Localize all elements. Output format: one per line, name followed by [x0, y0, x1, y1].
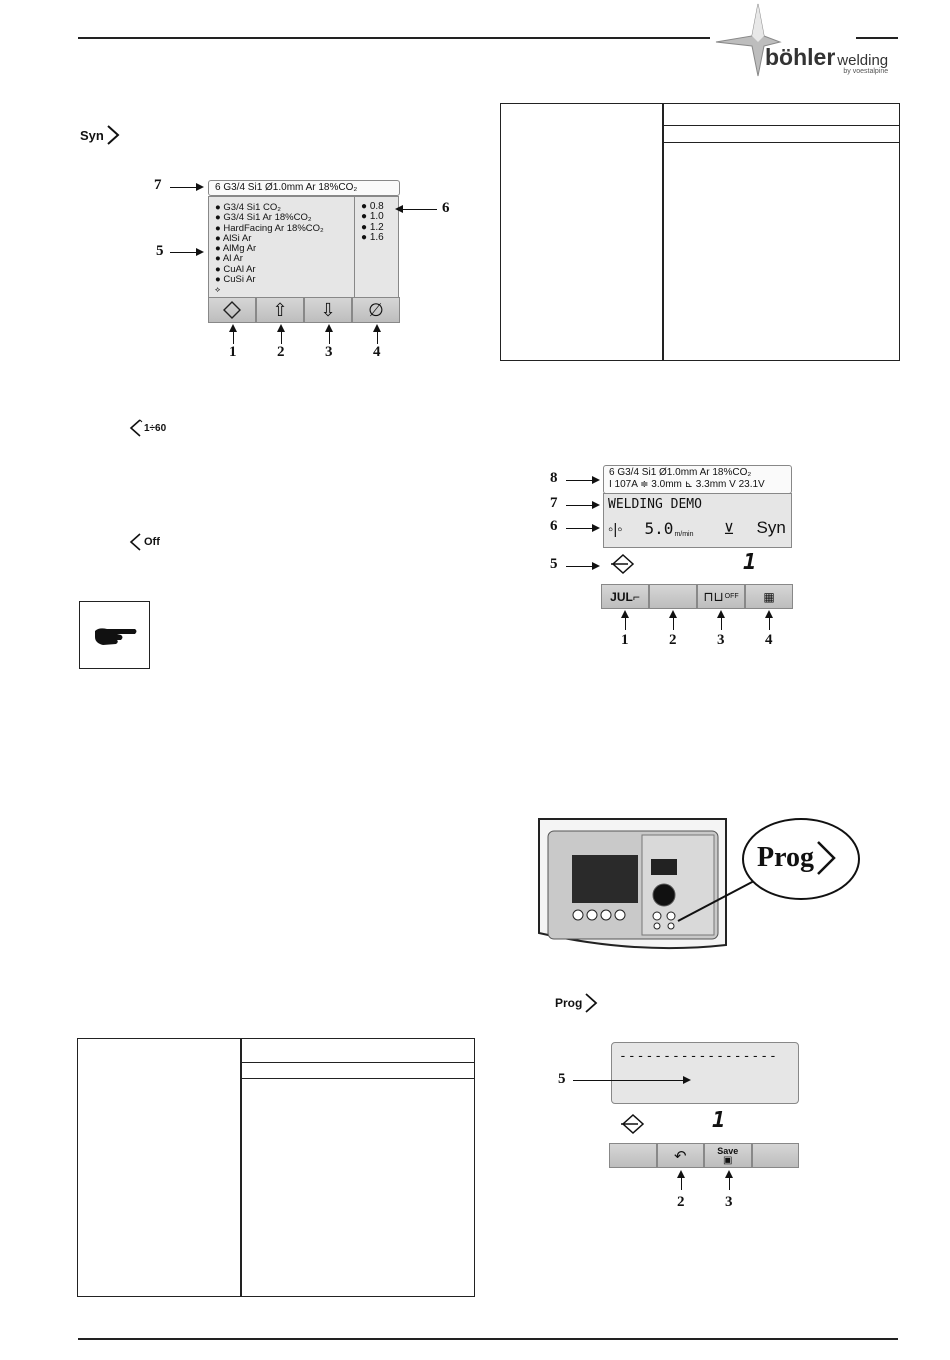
callout-arrow: [566, 480, 598, 481]
callout-2: 2: [669, 632, 677, 648]
material-lcd-header: [208, 180, 400, 196]
fig1-softkeys: [208, 297, 400, 323]
empty-table-bottom: [77, 1038, 475, 1297]
prog-symbol: Prog: [555, 992, 600, 1014]
callout-1: 1: [229, 344, 237, 360]
mode-label: Syn: [756, 518, 786, 537]
brand-sub: by voestalpine: [843, 68, 889, 75]
note-box: [79, 601, 150, 669]
callout-arrow: [573, 1080, 689, 1081]
brand-logo: [765, 44, 888, 75]
double-pulse-softkey[interactable]: ⊓⊔ OFF: [697, 584, 745, 609]
prog-badge-label: Prog: [757, 842, 815, 873]
callout-arrow: [281, 326, 282, 344]
wire-speed-unit: m/min: [674, 531, 694, 538]
syn-symbol: Syn: [80, 124, 124, 146]
material-list-panel: [208, 196, 354, 298]
callout-5: 5: [558, 1071, 566, 1087]
callout-arrow: [625, 612, 626, 630]
diameter-list-panel: [354, 196, 399, 298]
wire-feed-icon: ◦|◦: [608, 521, 623, 538]
callout-arrow: [397, 209, 437, 210]
diamond-icon: [128, 418, 144, 438]
callout-7: 7: [154, 177, 162, 193]
program-title: WELDING DEMO: [608, 497, 702, 512]
range-symbol: 1÷60: [128, 418, 166, 438]
weld-lcd-main: [603, 493, 792, 548]
brand-name: böhler: [765, 44, 836, 70]
blank-softkey[interactable]: [752, 1143, 800, 1168]
callout-2: 2: [277, 344, 285, 360]
list-item[interactable]: ● AlMg Ar: [215, 243, 257, 255]
header-rule: [78, 37, 710, 39]
list-item[interactable]: ● 1.6: [361, 231, 384, 243]
weld-lcd-header: [603, 465, 792, 494]
process-softkey[interactable]: [601, 584, 649, 609]
material-header-text: 6 G3/4 Si1 Ø1.0mm Ar 18%CO₂: [215, 182, 358, 193]
diamond-icon: [814, 838, 838, 878]
menu-softkey[interactable]: [745, 584, 793, 609]
program-number: 1: [712, 1108, 726, 1133]
callout-arrow: [729, 1172, 730, 1190]
callout-4: 4: [373, 344, 381, 360]
torch-mode-icon: ⊻: [723, 521, 735, 538]
program-enter-icon: [620, 1113, 646, 1135]
callout-arrow: [673, 612, 674, 630]
save-lcd: [611, 1042, 799, 1104]
cancel-icon: ∅: [368, 299, 384, 320]
floppy-disk-icon: ▣: [723, 1154, 733, 1166]
list-item[interactable]: ● 1.2: [361, 221, 384, 233]
blank-softkey[interactable]: [609, 1143, 657, 1168]
arrow-up-icon: ⇧: [272, 299, 288, 320]
callout-3: 3: [725, 1194, 733, 1210]
enter-softkey[interactable]: [208, 297, 256, 323]
callout-3: 3: [717, 632, 725, 648]
double-pulse-icon: ⊓⊔: [703, 588, 724, 604]
diamond-enter-icon: [222, 300, 242, 320]
callout-arrow: [377, 326, 378, 344]
callout-arrow: [170, 252, 202, 253]
up-softkey[interactable]: [256, 297, 304, 323]
list-item[interactable]: ● G3/4 Si1 Ar 18%CO₂: [215, 212, 312, 224]
callout-8: 8: [550, 470, 558, 486]
header-rule-right: [856, 37, 898, 39]
pointing-hand-icon: [91, 621, 139, 649]
callout-4: 4: [765, 632, 773, 648]
callout-7: 7: [550, 495, 558, 511]
program-number: 1: [743, 550, 757, 575]
diamond-icon: [104, 124, 124, 146]
diamond-icon: [582, 992, 600, 1014]
brand-suffix: welding: [837, 52, 889, 69]
wire-speed-row: [604, 518, 791, 538]
off-symbol: Off: [128, 532, 160, 552]
list-item[interactable]: ● CuSi Ar: [215, 274, 256, 286]
list-item[interactable]: ● 1.0: [361, 211, 384, 223]
arrow-down-icon: ⇩: [320, 299, 336, 320]
save-softkey[interactable]: Save ▣: [704, 1143, 752, 1168]
callout-arrow: [329, 326, 330, 344]
list-item[interactable]: ● Al Ar: [215, 253, 243, 265]
callout-arrow: [170, 187, 202, 188]
footer-rule: [78, 1338, 898, 1340]
wire-speed-value: 5.0: [644, 519, 674, 538]
down-softkey[interactable]: [304, 297, 352, 323]
callout-6: 6: [550, 518, 558, 534]
front-panel-illustration: [536, 815, 866, 955]
callout-arrow: [566, 528, 598, 529]
menu-grid-icon: ▦: [763, 589, 775, 604]
callout-1: 1: [621, 632, 629, 648]
callout-arrow: [681, 1172, 682, 1190]
callout-5: 5: [156, 243, 164, 259]
material-list: [209, 197, 354, 296]
callout-6: 6: [442, 200, 450, 216]
callout-3: 3: [325, 344, 333, 360]
list-item[interactable]: ● CuAl Ar: [215, 263, 256, 275]
callout-arrow: [566, 566, 598, 567]
program-enter-icon: [610, 553, 636, 575]
callout-arrow: [233, 326, 234, 344]
prog-badge: [757, 838, 838, 878]
weld-header-line1: 6 G3/4 Si1 Ø1.0mm Ar 18%CO₂: [609, 467, 752, 478]
cancel-softkey[interactable]: [352, 297, 400, 323]
callout-5: 5: [550, 556, 558, 572]
fig2-softkeys: [601, 584, 793, 609]
list-item[interactable]: ● G3/4 Si1 CO₂: [215, 202, 281, 213]
fig4-softkeys: [609, 1143, 799, 1168]
undo-icon: ↶: [673, 1147, 687, 1165]
blank-softkey[interactable]: [649, 584, 697, 609]
callout-arrow: [566, 505, 598, 506]
scroll-indicator-icon: ⟡: [215, 285, 221, 295]
back-softkey[interactable]: [657, 1143, 705, 1168]
list-item[interactable]: ● 0.8: [361, 201, 384, 212]
pulse-mode-icon: JUL⌐: [610, 589, 640, 604]
list-item[interactable]: ● AlSi Ar: [215, 232, 252, 244]
callout-arrow: [721, 612, 722, 630]
diamond-icon: [128, 532, 144, 552]
list-item[interactable]: ● HardFacing Ar 18%CO₂: [215, 222, 324, 234]
weld-header-line2: I 107A ≑ 3.0mm ⊾ 3.3mm V 23.1V: [609, 479, 765, 490]
callout-arrow: [769, 612, 770, 630]
callout-2: 2: [677, 1194, 685, 1210]
program-name-placeholder: ------------------: [619, 1049, 778, 1064]
